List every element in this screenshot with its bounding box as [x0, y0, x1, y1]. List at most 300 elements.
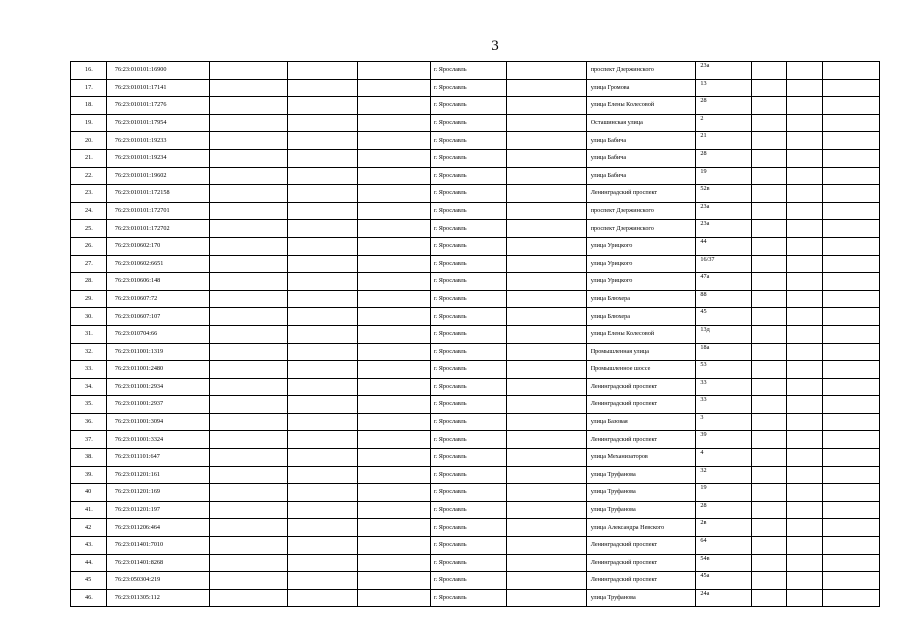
- cadastral-number: 76:23:010101:19602: [106, 167, 210, 185]
- empty-cell: [210, 396, 288, 414]
- empty-cell: [822, 308, 880, 326]
- row-number: 41.: [71, 501, 107, 519]
- street-cell: улица Елены Колесовой: [586, 325, 696, 343]
- empty-cell: [786, 325, 822, 343]
- cadastral-number: 76:23:011001:3324: [106, 431, 210, 449]
- empty-cell: [210, 519, 288, 537]
- row-number: 38.: [71, 449, 107, 467]
- empty-cell: [751, 132, 786, 150]
- table-row: [71, 167, 880, 185]
- empty-cell: [210, 114, 288, 132]
- row-number: 27.: [71, 255, 107, 273]
- empty-cell: [822, 167, 880, 185]
- street-cell: улица Бабича: [586, 149, 696, 167]
- street-cell: Ленинградский проспект: [586, 396, 696, 414]
- empty-cell: [786, 378, 822, 396]
- street-cell: Осташинская улица: [586, 114, 696, 132]
- row-number: 21.: [71, 149, 107, 167]
- empty-cell: [210, 132, 288, 150]
- empty-cell: [751, 290, 786, 308]
- cadastral-number: 76:23:010101:16900: [106, 62, 210, 80]
- register-table: [70, 61, 880, 607]
- city-cell: г. Ярославль: [430, 378, 506, 396]
- city-cell: г. Ярославль: [430, 255, 506, 273]
- cadastral-number: 76:23:010101:19233: [106, 132, 210, 150]
- empty-cell: [210, 501, 288, 519]
- empty-cell: [786, 79, 822, 97]
- house-number: 13д: [696, 325, 751, 343]
- cadastral-number: 76:23:011206:464: [106, 519, 210, 537]
- table-row: [71, 79, 880, 97]
- city-cell: г. Ярославль: [430, 62, 506, 80]
- empty-cell: [210, 589, 288, 607]
- empty-cell: [751, 325, 786, 343]
- empty-cell: [358, 484, 431, 502]
- empty-cell: [822, 97, 880, 115]
- house-number: 28: [696, 97, 751, 115]
- empty-cell: [288, 378, 358, 396]
- empty-cell: [786, 343, 822, 361]
- empty-cell: [786, 572, 822, 590]
- empty-cell: [358, 237, 431, 255]
- empty-cell: [786, 167, 822, 185]
- empty-cell: [288, 220, 358, 238]
- house-number: 32: [696, 466, 751, 484]
- empty-cell: [210, 325, 288, 343]
- city-cell: г. Ярославль: [430, 149, 506, 167]
- empty-cell: [288, 237, 358, 255]
- empty-cell: [506, 237, 586, 255]
- table-row: [71, 290, 880, 308]
- empty-cell: [358, 554, 431, 572]
- city-cell: г. Ярославль: [430, 185, 506, 203]
- cadastral-number: 76:23:011305:112: [106, 589, 210, 607]
- table-row: [71, 413, 880, 431]
- table-row: [71, 519, 880, 537]
- cadastral-number: 76:23:010101:17141: [106, 79, 210, 97]
- empty-cell: [288, 572, 358, 590]
- table-row: [71, 255, 880, 273]
- empty-cell: [506, 501, 586, 519]
- house-number: 19: [696, 167, 751, 185]
- row-number: 31.: [71, 325, 107, 343]
- city-cell: г. Ярославль: [430, 237, 506, 255]
- empty-cell: [751, 378, 786, 396]
- cadastral-number: 76:23:011001:2937: [106, 396, 210, 414]
- cadastral-number: 76:23:011001:3094: [106, 413, 210, 431]
- street-cell: Ленинградский проспект: [586, 185, 696, 203]
- empty-cell: [822, 79, 880, 97]
- empty-cell: [751, 185, 786, 203]
- empty-cell: [786, 449, 822, 467]
- empty-cell: [506, 413, 586, 431]
- cadastral-number: 76:23:011001:2934: [106, 378, 210, 396]
- empty-cell: [822, 132, 880, 150]
- empty-cell: [822, 501, 880, 519]
- table-row: [71, 202, 880, 220]
- row-number: 17.: [71, 79, 107, 97]
- empty-cell: [751, 220, 786, 238]
- house-number: 16/37: [696, 255, 751, 273]
- empty-cell: [358, 343, 431, 361]
- house-number: 18а: [696, 343, 751, 361]
- city-cell: г. Ярославль: [430, 589, 506, 607]
- empty-cell: [506, 325, 586, 343]
- street-cell: улица Блюхера: [586, 290, 696, 308]
- cadastral-number: 76:23:011401:7010: [106, 537, 210, 555]
- empty-cell: [358, 202, 431, 220]
- empty-cell: [288, 484, 358, 502]
- city-cell: г. Ярославль: [430, 519, 506, 537]
- street-cell: улица Бабича: [586, 132, 696, 150]
- empty-cell: [751, 62, 786, 80]
- empty-cell: [210, 572, 288, 590]
- row-number: 28.: [71, 273, 107, 291]
- empty-cell: [358, 572, 431, 590]
- cadastral-number: 76:23:011201:169: [106, 484, 210, 502]
- empty-cell: [506, 589, 586, 607]
- street-cell: улица Бабича: [586, 167, 696, 185]
- empty-cell: [751, 97, 786, 115]
- empty-cell: [822, 325, 880, 343]
- row-number: 39.: [71, 466, 107, 484]
- empty-cell: [822, 62, 880, 80]
- house-number: 13: [696, 79, 751, 97]
- empty-cell: [288, 79, 358, 97]
- cadastral-number: 76:23:011201:161: [106, 466, 210, 484]
- row-number: 19.: [71, 114, 107, 132]
- empty-cell: [288, 132, 358, 150]
- empty-cell: [288, 343, 358, 361]
- empty-cell: [288, 396, 358, 414]
- empty-cell: [822, 255, 880, 273]
- empty-cell: [751, 554, 786, 572]
- house-number: 53: [696, 361, 751, 379]
- empty-cell: [822, 589, 880, 607]
- house-number: 52в: [696, 185, 751, 203]
- city-cell: г. Ярославль: [430, 554, 506, 572]
- table-row: [71, 554, 880, 572]
- empty-cell: [506, 132, 586, 150]
- city-cell: г. Ярославль: [430, 202, 506, 220]
- cadastral-number: 76:23:011201:197: [106, 501, 210, 519]
- cadastral-number: 76:23:010101:172158: [106, 185, 210, 203]
- empty-cell: [288, 167, 358, 185]
- empty-cell: [288, 519, 358, 537]
- row-number: 42: [71, 519, 107, 537]
- cadastral-number: 76:23:010602:170: [106, 237, 210, 255]
- empty-cell: [751, 343, 786, 361]
- house-number: 88: [696, 290, 751, 308]
- table-row: [71, 378, 880, 396]
- empty-cell: [786, 431, 822, 449]
- empty-cell: [358, 449, 431, 467]
- empty-cell: [210, 202, 288, 220]
- city-cell: г. Ярославль: [430, 501, 506, 519]
- empty-cell: [506, 572, 586, 590]
- empty-cell: [822, 361, 880, 379]
- city-cell: г. Ярославль: [430, 308, 506, 326]
- empty-cell: [506, 537, 586, 555]
- empty-cell: [822, 202, 880, 220]
- cadastral-number: 76:23:011401:8268: [106, 554, 210, 572]
- empty-cell: [822, 343, 880, 361]
- city-cell: г. Ярославль: [430, 325, 506, 343]
- empty-cell: [210, 431, 288, 449]
- table-row: [71, 114, 880, 132]
- street-cell: Ленинградский проспект: [586, 431, 696, 449]
- table-row: [71, 501, 880, 519]
- empty-cell: [751, 361, 786, 379]
- empty-cell: [822, 237, 880, 255]
- table-row: [71, 572, 880, 590]
- cadastral-number: 76:23:050304:219: [106, 572, 210, 590]
- empty-cell: [358, 431, 431, 449]
- street-cell: улица Труфанова: [586, 501, 696, 519]
- empty-cell: [288, 466, 358, 484]
- empty-cell: [822, 413, 880, 431]
- street-cell: улица Труфанова: [586, 466, 696, 484]
- table-row: [71, 361, 880, 379]
- empty-cell: [506, 114, 586, 132]
- cadastral-number: 76:23:011101:647: [106, 449, 210, 467]
- house-number: 19: [696, 484, 751, 502]
- table-row: [71, 62, 880, 80]
- empty-cell: [751, 167, 786, 185]
- empty-cell: [786, 554, 822, 572]
- empty-cell: [786, 519, 822, 537]
- empty-cell: [506, 466, 586, 484]
- empty-cell: [358, 97, 431, 115]
- house-number: 39: [696, 431, 751, 449]
- city-cell: г. Ярославль: [430, 572, 506, 590]
- row-number: 46.: [71, 589, 107, 607]
- empty-cell: [822, 114, 880, 132]
- cadastral-number: 76:23:011001:2480: [106, 361, 210, 379]
- empty-cell: [288, 255, 358, 273]
- empty-cell: [506, 308, 586, 326]
- empty-cell: [358, 501, 431, 519]
- register-table-body: [71, 62, 880, 607]
- empty-cell: [786, 537, 822, 555]
- street-cell: улица Александра Невского: [586, 519, 696, 537]
- empty-cell: [358, 378, 431, 396]
- house-number: 33: [696, 378, 751, 396]
- cadastral-number: 76:23:010101:17954: [106, 114, 210, 132]
- cadastral-number: 76:23:010704:66: [106, 325, 210, 343]
- row-number: 32.: [71, 343, 107, 361]
- empty-cell: [786, 413, 822, 431]
- empty-cell: [822, 484, 880, 502]
- empty-cell: [506, 290, 586, 308]
- table-row: [71, 431, 880, 449]
- empty-cell: [751, 149, 786, 167]
- empty-cell: [751, 202, 786, 220]
- empty-cell: [210, 554, 288, 572]
- empty-cell: [786, 220, 822, 238]
- house-number: 45а: [696, 572, 751, 590]
- empty-cell: [358, 273, 431, 291]
- empty-cell: [822, 378, 880, 396]
- empty-cell: [786, 396, 822, 414]
- table-row: [71, 273, 880, 291]
- empty-cell: [288, 62, 358, 80]
- house-number: 64: [696, 537, 751, 555]
- empty-cell: [786, 202, 822, 220]
- empty-cell: [751, 537, 786, 555]
- empty-cell: [358, 589, 431, 607]
- empty-cell: [358, 149, 431, 167]
- empty-cell: [786, 97, 822, 115]
- city-cell: г. Ярославль: [430, 466, 506, 484]
- empty-cell: [210, 484, 288, 502]
- empty-cell: [210, 413, 288, 431]
- empty-cell: [786, 501, 822, 519]
- city-cell: г. Ярославль: [430, 431, 506, 449]
- empty-cell: [506, 149, 586, 167]
- empty-cell: [288, 501, 358, 519]
- empty-cell: [288, 114, 358, 132]
- empty-cell: [210, 149, 288, 167]
- city-cell: г. Ярославль: [430, 343, 506, 361]
- empty-cell: [751, 114, 786, 132]
- empty-cell: [506, 202, 586, 220]
- empty-cell: [288, 308, 358, 326]
- row-number: 20.: [71, 132, 107, 150]
- empty-cell: [358, 308, 431, 326]
- cadastral-number: 76:23:010607:107: [106, 308, 210, 326]
- table-row: [71, 449, 880, 467]
- row-number: 23.: [71, 185, 107, 203]
- empty-cell: [210, 273, 288, 291]
- empty-cell: [358, 220, 431, 238]
- house-number: 23а: [696, 202, 751, 220]
- empty-cell: [506, 554, 586, 572]
- table-row: [71, 589, 880, 607]
- empty-cell: [210, 185, 288, 203]
- empty-cell: [751, 237, 786, 255]
- row-number: 33.: [71, 361, 107, 379]
- empty-cell: [751, 431, 786, 449]
- cadastral-number: 76:23:010602:6651: [106, 255, 210, 273]
- street-cell: проспект Дзержинского: [586, 202, 696, 220]
- row-number: 22.: [71, 167, 107, 185]
- city-cell: г. Ярославль: [430, 273, 506, 291]
- empty-cell: [506, 185, 586, 203]
- empty-cell: [506, 396, 586, 414]
- empty-cell: [358, 62, 431, 80]
- city-cell: г. Ярославль: [430, 449, 506, 467]
- empty-cell: [210, 97, 288, 115]
- empty-cell: [751, 484, 786, 502]
- row-number: 40: [71, 484, 107, 502]
- empty-cell: [288, 97, 358, 115]
- empty-cell: [288, 290, 358, 308]
- empty-cell: [210, 255, 288, 273]
- street-cell: Ленинградский проспект: [586, 554, 696, 572]
- empty-cell: [506, 273, 586, 291]
- street-cell: улица Елены Колесовой: [586, 97, 696, 115]
- empty-cell: [751, 449, 786, 467]
- empty-cell: [822, 185, 880, 203]
- empty-cell: [210, 343, 288, 361]
- city-cell: г. Ярославль: [430, 361, 506, 379]
- empty-cell: [288, 149, 358, 167]
- empty-cell: [506, 361, 586, 379]
- row-number: 16.: [71, 62, 107, 80]
- empty-cell: [822, 220, 880, 238]
- empty-cell: [786, 361, 822, 379]
- street-cell: улица Механизаторов: [586, 449, 696, 467]
- house-number: 24а: [696, 589, 751, 607]
- empty-cell: [506, 449, 586, 467]
- empty-cell: [822, 537, 880, 555]
- street-cell: Промышленное шоссе: [586, 361, 696, 379]
- empty-cell: [358, 325, 431, 343]
- city-cell: г. Ярославль: [430, 97, 506, 115]
- table-row: [71, 149, 880, 167]
- street-cell: улица Урицкого: [586, 237, 696, 255]
- house-number: 28: [696, 501, 751, 519]
- cadastral-number: 76:23:010101:172702: [106, 220, 210, 238]
- city-cell: г. Ярославль: [430, 114, 506, 132]
- empty-cell: [786, 132, 822, 150]
- city-cell: г. Ярославль: [430, 132, 506, 150]
- empty-cell: [288, 431, 358, 449]
- street-cell: Ленинградский проспект: [586, 537, 696, 555]
- empty-cell: [210, 466, 288, 484]
- house-number: 28: [696, 149, 751, 167]
- empty-cell: [786, 484, 822, 502]
- row-number: 45: [71, 572, 107, 590]
- empty-cell: [506, 378, 586, 396]
- cadastral-number: 76:23:010607:72: [106, 290, 210, 308]
- empty-cell: [288, 537, 358, 555]
- empty-cell: [210, 308, 288, 326]
- empty-cell: [786, 290, 822, 308]
- table-row: [71, 220, 880, 238]
- house-number: 47а: [696, 273, 751, 291]
- row-number: 43.: [71, 537, 107, 555]
- empty-cell: [288, 554, 358, 572]
- empty-cell: [822, 554, 880, 572]
- empty-cell: [822, 449, 880, 467]
- empty-cell: [358, 114, 431, 132]
- empty-cell: [288, 361, 358, 379]
- empty-cell: [786, 255, 822, 273]
- empty-cell: [822, 431, 880, 449]
- table-row: [71, 484, 880, 502]
- empty-cell: [822, 290, 880, 308]
- empty-cell: [210, 537, 288, 555]
- row-number: 36.: [71, 413, 107, 431]
- row-number: 29.: [71, 290, 107, 308]
- empty-cell: [506, 62, 586, 80]
- empty-cell: [358, 361, 431, 379]
- table-row: [71, 396, 880, 414]
- empty-cell: [751, 466, 786, 484]
- empty-cell: [751, 308, 786, 326]
- empty-cell: [288, 413, 358, 431]
- empty-cell: [506, 431, 586, 449]
- row-number: 34.: [71, 378, 107, 396]
- empty-cell: [506, 79, 586, 97]
- city-cell: г. Ярославль: [430, 290, 506, 308]
- empty-cell: [751, 396, 786, 414]
- empty-cell: [358, 519, 431, 537]
- empty-cell: [210, 290, 288, 308]
- empty-cell: [288, 185, 358, 203]
